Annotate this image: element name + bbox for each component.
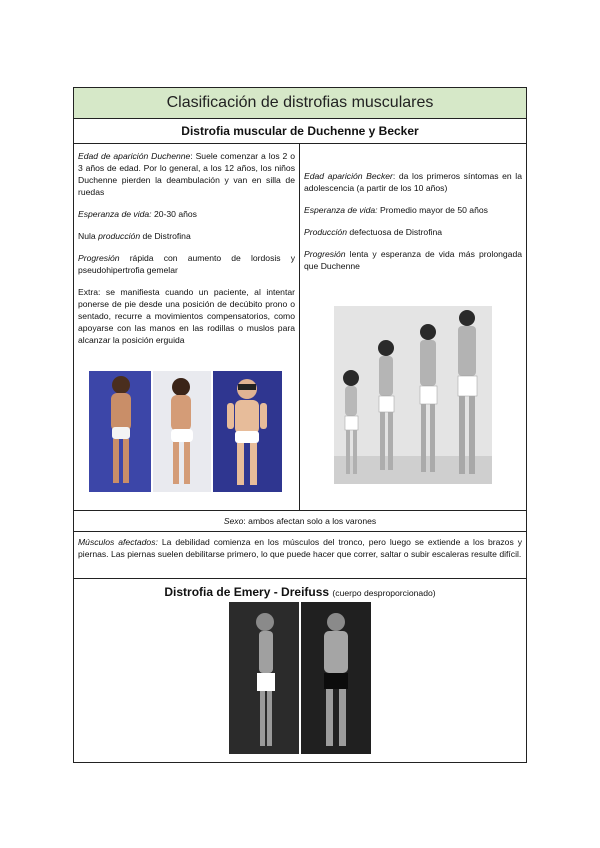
becker-photo: [334, 306, 492, 484]
duchenne-extra: Extra: se manifiesta cuando un paciente, al intentar ponerse de pie desde una posición de decúbito prono o sentado, recurre a movimientos compensatorios, como apoyarse con las manos en las rodillas o muslos para alcanzar la posición erguida: [78, 287, 295, 345]
duchenne-prod-pre: Nula: [78, 231, 99, 241]
becker-prog-text: lenta y esperanza de vida más prolongada que Duchenne: [304, 249, 522, 271]
duchenne-prog-label: Progresión: [78, 253, 120, 263]
page-title: Clasificación de distrofias musculares: [74, 88, 526, 119]
becker-prog-label: Progresión: [304, 249, 346, 259]
becker-production: [304, 226, 522, 238]
duchenne-prog-text: rápida con aumento de lordosis y pseudohipertrofia gemelar: [78, 253, 295, 275]
emery-dreifuss-title: [74, 579, 526, 599]
becker-onset-label: Edad aparición Becker: [304, 171, 393, 181]
duchenne-photo-strip: [89, 371, 282, 492]
duchenne-prod-post: de Distrofina: [140, 231, 191, 241]
becker-life-text: Promedio mayor de 50 años: [377, 205, 488, 215]
musculos-label: Músculos afectados:: [78, 537, 158, 547]
becker-prod-label: Producción: [304, 227, 347, 237]
duchenne-onset: [78, 150, 295, 198]
musculos-row: [74, 532, 526, 579]
becker-progression: [304, 248, 522, 272]
sexo-label: Sexo: [223, 516, 244, 526]
becker-life: [304, 204, 522, 216]
sexo-text: : ambos afectan solo a los varones: [243, 516, 377, 526]
emery-dreifuss-photos: [229, 602, 371, 754]
section-title-duchenne-becker: Distrofia muscular de Duchenne y Becker: [74, 119, 526, 144]
becker-life-label: Esperanza de vida:: [304, 205, 378, 215]
becker-onset-text: : da los primeros síntomas en la adolescencia (a partir de los 10 años): [304, 171, 522, 193]
becker-onset: [304, 170, 522, 194]
duchenne-prod-label: producción: [98, 231, 141, 241]
musculos-text: La debilidad comienza en los músculos del tronco, pero luego se extiende a los brazos y piernas. Las piernas suelen debilitarse primero, lo que puede hacer que correr, saltar o subir escaleras resulte difícil.: [78, 537, 522, 559]
duchenne-life-text: 20-30 años: [151, 209, 197, 219]
duchenne-life: [78, 208, 295, 220]
duchenne-onset-text: : Suele comenzar a los 2 o 3 años de edad. Por lo general, a los 12 años, los niños Duchenne pierden la deambulación y van en silla de ruedas: [78, 151, 295, 197]
emery-title-text: Distrofia de Emery - Dreifuss: [164, 585, 330, 599]
duchenne-life-label: Esperanza de vida:: [78, 209, 152, 219]
emery-note: (cuerpo desproporcionado): [332, 588, 436, 598]
sexo-row: [74, 511, 526, 532]
becker-prod-text: defectuosa de Distrofina: [347, 227, 443, 237]
duchenne-production: [78, 230, 295, 242]
duchenne-onset-label: Edad de aparición Duchenne: [78, 151, 191, 161]
duchenne-progression: [78, 252, 295, 276]
